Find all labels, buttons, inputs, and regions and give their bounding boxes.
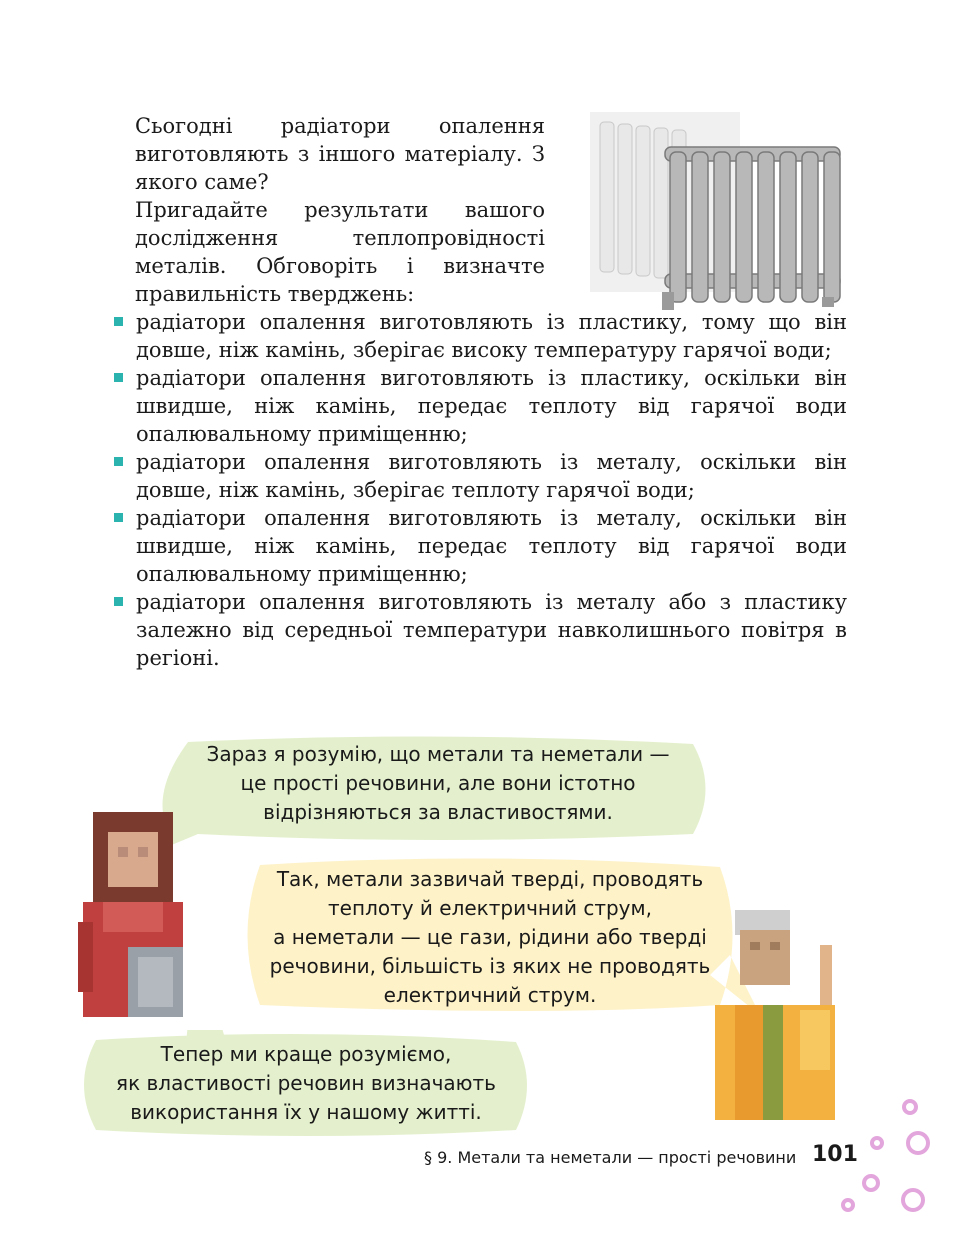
girl-character-illustration <box>78 812 188 1022</box>
speech-bubble-girl-1 <box>158 734 718 844</box>
page-number: 101 <box>812 1142 858 1167</box>
intro-question: Сьогодні радіатори опалення виготовляють з іншого матеріалу. З якого саме? <box>135 114 545 194</box>
bubble3-line-2: як властивості речовин визначають <box>116 1071 496 1095</box>
bubble1-line-1: Зараз я розумію, що метали та неметали — <box>206 742 670 766</box>
boy-character-illustration <box>715 910 840 1120</box>
section-title: § 9. Метали та неметали — прості речовини <box>424 1148 797 1167</box>
statements-list <box>112 308 847 672</box>
intro-task: Пригадайте результати вашого дослідження теплопровідності металів. Обговоріть і визначте правильність тверджень: <box>135 198 545 306</box>
decorative-circles <box>835 1095 935 1220</box>
bubble1-line-3: відрізняються за властивостями. <box>263 800 613 824</box>
bubble1-line-2: це прості речовини, але вони істотно <box>240 771 636 795</box>
radiator-illustration <box>590 112 850 318</box>
statement-2: радіатори опалення виготовляють із пластику, оскільки він швидше, ніж камінь, передає теплоту від гарячої води опалювальному приміщенню; <box>112 364 847 448</box>
statement-5: радіатори опалення виготовляють із металу або з пластику залежно від середньої температури навколишнього повітря в регіоні. <box>112 588 847 672</box>
bubble3-line-3: використання їх у нашому житті. <box>130 1100 482 1124</box>
bubble3-line-1: Тепер ми краще розуміємо, <box>160 1042 452 1066</box>
statement-3: радіатори опалення виготовляють із металу, оскільки він довше, ніж камінь, зберігає теплоту гарячої води; <box>112 448 847 504</box>
bubble2-line-1: Так, метали зазвичай тверді, проводять <box>276 867 704 891</box>
bubble2-line-4: речовини, більшість із яких не проводять <box>269 954 711 978</box>
speech-bubble-boy <box>240 855 740 1015</box>
statement-1: радіатори опалення виготовляють із пластику, тому що він довше, ніж камінь, зберігає високу температуру гарячої води; <box>112 308 847 364</box>
bubble2-line-3: а неметали — це гази, рідини або тверді <box>273 925 707 949</box>
bubble2-line-2: теплоту й електричний струм, <box>328 896 652 920</box>
statement-4: радіатори опалення виготовляють із металу, оскільки він швидше, ніж камінь, передає теплоту від гарячої води опалювальному приміщенню; <box>112 504 847 588</box>
speech-bubble-girl-2 <box>76 1030 536 1140</box>
bubble2-line-5: електричний струм. <box>383 983 597 1007</box>
intro-text <box>135 112 545 308</box>
